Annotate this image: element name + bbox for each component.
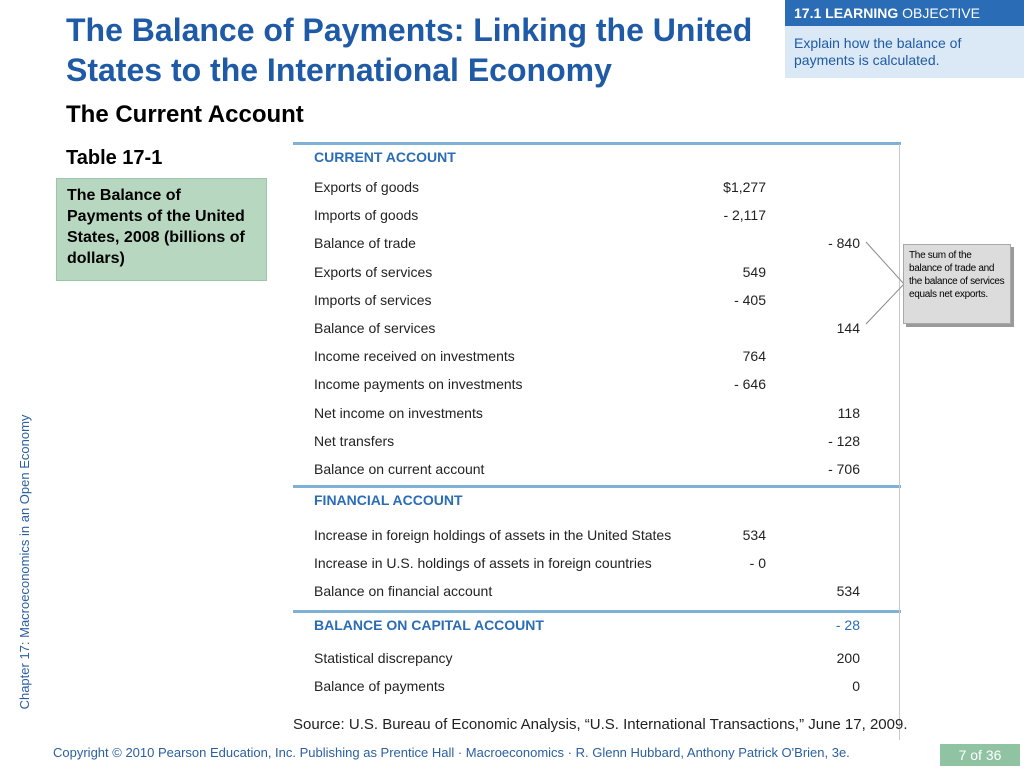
section-title: BALANCE ON CAPITAL ACCOUNT [314, 617, 544, 633]
table-row [293, 258, 901, 286]
table-row [293, 427, 901, 455]
row-label: Statistical discrepancy [314, 650, 453, 666]
table-label: Table 17-1 [66, 147, 163, 169]
section-title: CURRENT ACCOUNT [314, 149, 456, 165]
capital-account-value: - 28 [835, 617, 860, 633]
table-row [293, 549, 901, 577]
table-row [293, 577, 901, 605]
row-label: Imports of services [314, 291, 432, 308]
table-row [293, 286, 901, 314]
balance-of-payments-table [293, 140, 901, 740]
table-caption: The Balance of Payments of the United States, 2008 (billions of dollars) [56, 178, 267, 281]
section-title: FINANCIAL ACCOUNT [314, 492, 463, 508]
row-value-col2: 764 [742, 348, 766, 365]
row-label: Income payments on investments [314, 376, 523, 393]
objective-head-bold: 17.1 LEARNING [794, 5, 899, 21]
row-label: Balance of services [314, 320, 436, 336]
current-account-header [293, 142, 901, 171]
page-number: 7 of 36 [940, 744, 1020, 766]
row-value-col2: - 0 [749, 555, 766, 572]
table-row [293, 173, 901, 201]
row-value-col3: - 706 [828, 461, 860, 477]
row-value-col2: 549 [742, 263, 766, 280]
table-row [293, 201, 901, 229]
financial-account-header [293, 485, 901, 514]
table-row [293, 399, 901, 427]
chapter-side-label: Chapter 17: Macroeconomics in an Open Economy [17, 414, 32, 710]
row-value-col3: 144 [836, 320, 860, 336]
table-row [293, 644, 901, 672]
table-row [293, 370, 901, 398]
row-value-col2: - 405 [734, 291, 766, 308]
row-value-col2: - 646 [734, 376, 766, 393]
row-label: Increase in foreign holdings of assets in the United States [314, 527, 672, 543]
slide-subtitle: The Current Account [66, 101, 304, 128]
table-row [293, 672, 901, 700]
table-row [293, 455, 901, 483]
row-label: Net transfers [314, 432, 395, 449]
row-label: Exports of services [314, 263, 433, 280]
row-value-col3: 534 [836, 583, 860, 600]
table-row [293, 314, 901, 342]
row-label: Balance on financial account [314, 583, 493, 600]
objective-head-rest: OBJECTIVE [902, 5, 980, 21]
row-label: Income received on investments [314, 348, 515, 365]
row-value-col3: 118 [837, 404, 860, 421]
learning-objective-box [785, 0, 1024, 78]
table-row [293, 229, 901, 257]
slide-title: The Balance of Payments: Linking the United States to the International Economy [66, 12, 753, 88]
row-label: Balance on current account [314, 461, 485, 477]
net-exports-callout: The sum of the balance of trade and the balance of services equals net exports. [903, 244, 1011, 324]
row-label: Net income on investments [314, 404, 483, 421]
row-label: Balance of trade [314, 235, 416, 252]
row-value-col2: - 2,117 [723, 207, 766, 224]
row-label: Exports of goods [314, 179, 420, 195]
table-source: Source: U.S. Bureau of Economic Analysis, “U.S. International Transactions,” June 17, 2009. [293, 716, 908, 733]
row-value-col3: - 840 [828, 235, 860, 252]
copyright-footer: Copyright © 2010 Pearson Education, Inc. Publishing as Prentice Hall · Macroeconomics · R. Glenn Hubbard, Anthony Patrick O'Brien, 3e. [53, 745, 850, 760]
row-value-col2: $1,277 [723, 179, 766, 195]
row-label: Increase in U.S. holdings of assets in foreign countries [314, 555, 652, 572]
table-row [293, 342, 901, 370]
row-label: Balance of payments [314, 678, 445, 695]
objective-header [785, 0, 1024, 26]
row-label: Imports of goods [314, 207, 419, 224]
objective-text: Explain how the balance of payments is calculated. [794, 35, 962, 68]
row-value-col3: 0 [852, 678, 860, 695]
capital-account-header [293, 610, 901, 639]
table-row [293, 521, 901, 549]
table-right-border [899, 144, 900, 740]
row-value-col3: - 128 [828, 432, 860, 449]
row-value-col2: 534 [742, 527, 766, 543]
row-value-col3: 200 [836, 650, 860, 666]
